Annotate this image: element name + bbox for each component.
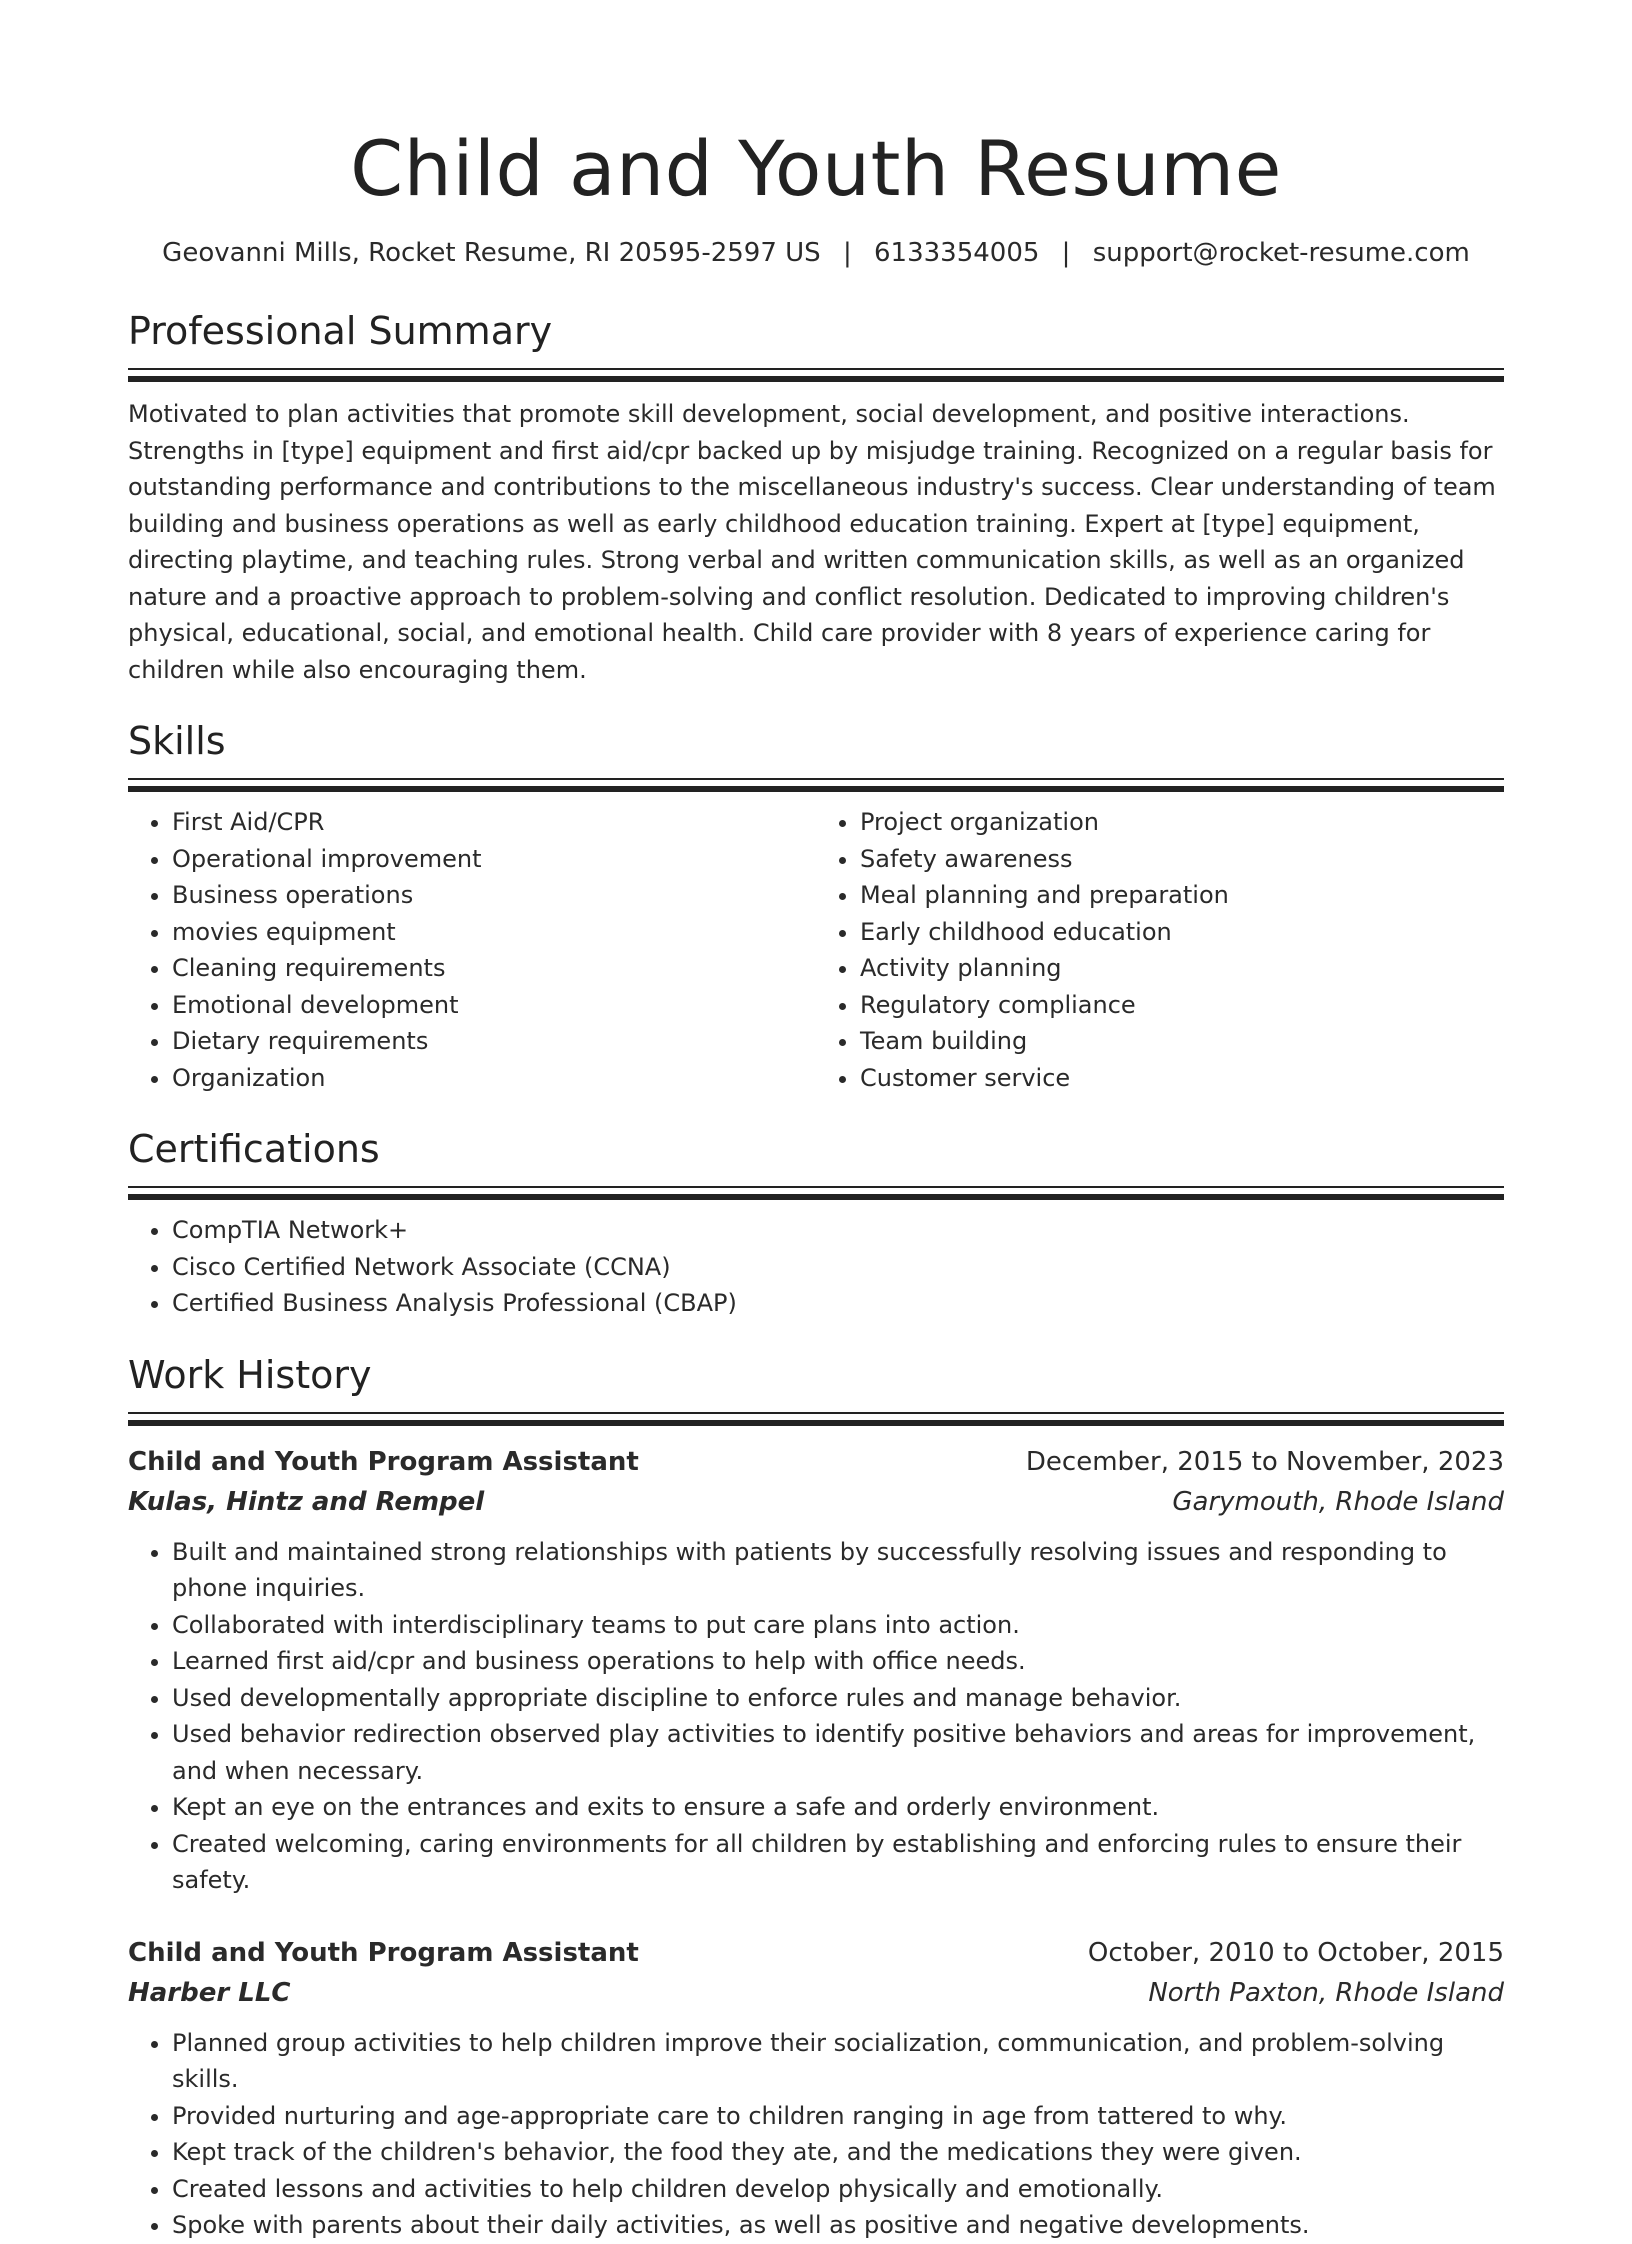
job-entry: [128, 1442, 1504, 1899]
skill-item: • Team building: [860, 1023, 1504, 1060]
job-duties-list: [128, 2025, 1504, 2244]
job-company: Harber LLC: [128, 1977, 291, 2008]
skill-item: • Project organization: [860, 804, 1504, 841]
job-title: Child and Youth Program Assistant: [128, 1446, 639, 1477]
job-dates: December, 2015 to November, 2023: [1025, 1446, 1504, 1477]
job-duties-list: [128, 1534, 1504, 1899]
section-divider: [128, 368, 1504, 380]
section-divider: [128, 778, 1504, 790]
job-company-row: [128, 1482, 1504, 1522]
skills-column-right: [816, 804, 1504, 1096]
contact-address: Geovanni Mills, Rocket Resume, RI 20595-2597 US: [162, 238, 821, 268]
contact-separator: |: [1061, 238, 1071, 268]
job-company-row: [128, 1973, 1504, 2013]
resume-title: Child and Youth Resume: [350, 124, 1282, 213]
summary-paragraph: Motivated to plan activities that promote skill development, social development, and positive interactions. Strengths in [type] equipment and first aid/cpr backed up by misjudge training. Recognized on a regular basis for outstanding performance and contributions to the miscellaneous industry's success. Clear understanding of team building and business operations as well as early childhood education training. Expert at [type] equipment, directing playtime, and teaching rules. Strong verbal and written communication skills, as well as an organized nature and a proactive approach to problem-solving and conflict resolution. Dedicated to improving children's physical, educational, social, and emotional health. Child care provider with 8 years of experience caring for children while also encouraging them.: [128, 400, 1496, 684]
job-title: Child and Youth Program Assistant: [128, 1937, 639, 1968]
skill-item: • Safety awareness: [860, 841, 1504, 878]
professional-summary-section: [128, 308, 1504, 688]
section-heading-work-history: Work History: [128, 1352, 372, 1397]
certification-item: • Certified Business Analysis Professional (CBAP): [172, 1285, 1504, 1322]
work-history-section: [128, 1352, 1504, 2244]
section-heading-certifications: Certifications: [128, 1127, 380, 1171]
job-duty-item: • Created welcoming, caring environments for all children by establishing and enforcing rules to ensure their safety.: [172, 1826, 1504, 1899]
job-duty-item: • Collaborated with interdisciplinary teams to put care plans into action.: [172, 1607, 1504, 1644]
certifications-section: [128, 1126, 1504, 1322]
job-duty-item: • Created lessons and activities to help children develop physically and emotionally.: [172, 2171, 1504, 2208]
skill-item: • Operational improvement: [172, 841, 816, 878]
job-duty-item: • Used developmentally appropriate discipline to enforce rules and manage behavior.: [172, 1680, 1504, 1717]
job-duty-item: • Kept an eye on the entrances and exits to ensure a safe and orderly environment.: [172, 1789, 1504, 1826]
skill-item: • Regulatory compliance: [860, 987, 1504, 1024]
skill-item: • Activity planning: [860, 950, 1504, 987]
certification-item: • Cisco Certified Network Associate (CCNA): [172, 1249, 1504, 1286]
skills-column-left: [128, 804, 816, 1096]
certifications-list: [128, 1212, 1504, 1322]
job-duty-item: • Built and maintained strong relationships with patients by successfully resolving issues and responding to phone inquiries.: [172, 1534, 1504, 1607]
certification-item: • CompTIA Network+: [172, 1212, 1504, 1249]
skill-item: • Organization: [172, 1060, 816, 1097]
section-divider: [128, 1186, 1504, 1198]
section-heading-skills: Skills: [128, 719, 226, 763]
job-entry: [128, 1933, 1504, 2244]
skills-grid: [128, 804, 1504, 1096]
job-location: North Paxton, Rhode Island: [1148, 1977, 1504, 2008]
job-duty-item: • Planned group activities to help children improve their socialization, communication, and problem-solving skills.: [172, 2025, 1504, 2098]
job-duty-item: • Used behavior redirection observed play activities to identify positive behaviors and areas for improvement, and when necessary.: [172, 1716, 1504, 1789]
job-duty-item: • Learned first aid/cpr and business operations to help with office needs.: [172, 1643, 1504, 1680]
skill-item: • Business operations: [172, 877, 816, 914]
skill-item: • Cleaning requirements: [172, 950, 816, 987]
skill-item: • movies equipment: [172, 914, 816, 951]
contact-email: support@rocket-resume.com: [1092, 238, 1470, 268]
job-duty-item: • Spoke with parents about their daily activities, as well as positive and negative developments.: [172, 2207, 1504, 2244]
skill-item: • Customer service: [860, 1060, 1504, 1097]
job-header-row: [128, 1442, 1504, 1482]
job-dates: October, 2010 to October, 2015: [1087, 1937, 1504, 1968]
skill-item: • First Aid/CPR: [172, 804, 816, 841]
job-location: Garymouth, Rhode Island: [1172, 1486, 1504, 1517]
job-company: Kulas, Hintz and Rempel: [128, 1486, 485, 1517]
section-heading-summary: Professional Summary: [128, 309, 553, 353]
job-header-row: [128, 1933, 1504, 1973]
section-divider: [128, 1412, 1504, 1424]
job-duty-item: • Provided nurturing and age-appropriate care to children ranging in age from tattered to why.: [172, 2098, 1504, 2135]
skills-section: [128, 718, 1504, 1096]
skill-item: • Meal planning and preparation: [860, 877, 1504, 914]
job-duty-item: • Kept track of the children's behavior, the food they ate, and the medications they were given.: [172, 2134, 1504, 2171]
skill-item: • Dietary requirements: [172, 1023, 816, 1060]
contact-separator: |: [842, 238, 852, 268]
contact-line: [128, 236, 1504, 270]
contact-phone: 6133354005: [873, 238, 1040, 268]
skill-item: • Emotional development: [172, 987, 816, 1024]
skill-item: • Early childhood education: [860, 914, 1504, 951]
